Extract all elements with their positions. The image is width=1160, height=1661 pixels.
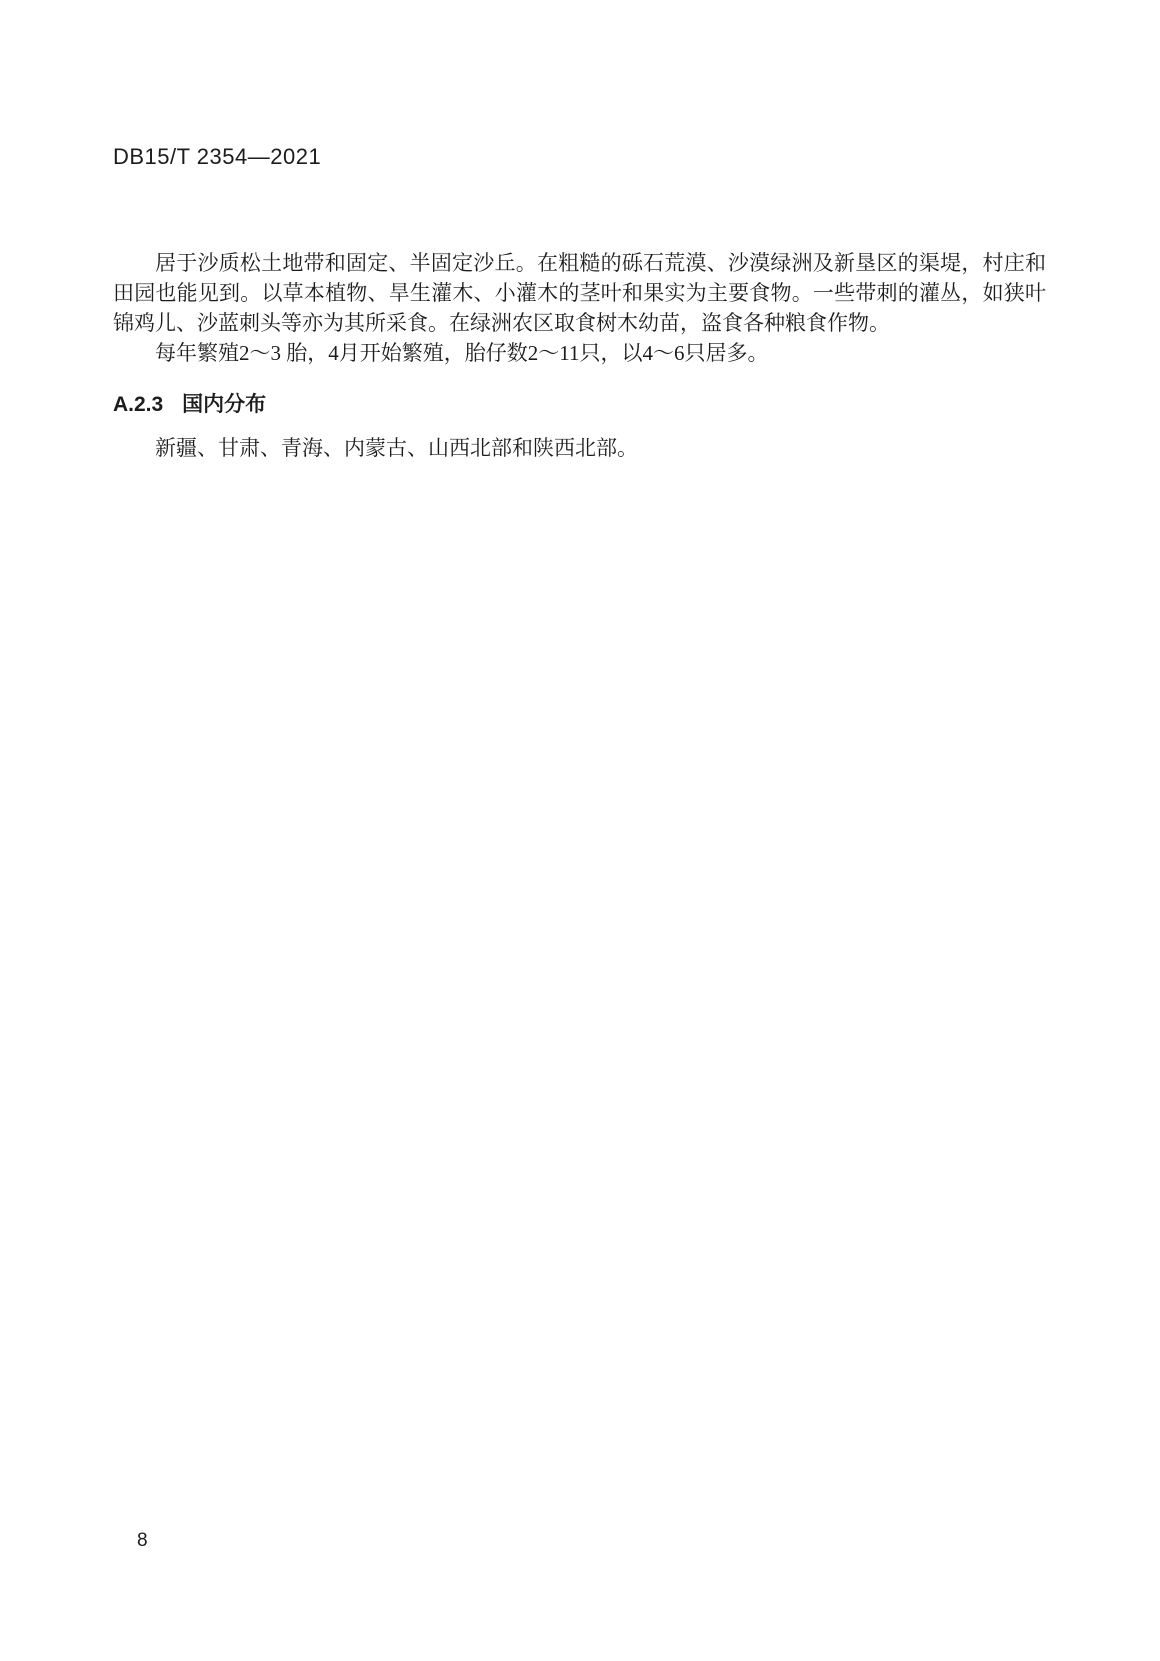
paragraph-breeding: 每年繁殖2～3 胎，4月开始繁殖，胎仔数2～11只，以4～6只居多。 xyxy=(155,341,769,365)
document-body xyxy=(113,248,1046,463)
paragraph-habitat: 居于沙质松土地带和固定、半固定沙丘。在粗糙的砾石荒漠、沙漠绿洲及新垦区的渠堤，村庄和田园也能见到。以草本植物、旱生灌木、小灌木的茎叶和果实为主要食物。一些带刺的灌丛，如狭叶锦鸡儿、沙蓝刺头等亦为其所采食。在绿洲农区取食树木幼苗，盗食各种粮食作物。 xyxy=(113,251,1046,335)
paragraph-distribution: 新疆、甘肃、青海、内蒙古、山西北部和陕西北部。 xyxy=(155,436,638,460)
section-title: 国内分布 xyxy=(182,393,267,416)
document-footer xyxy=(137,1530,148,1552)
document-header xyxy=(113,144,321,170)
doc-number: DB15/T 2354—2021 xyxy=(113,144,322,169)
page-number: 8 xyxy=(137,1530,148,1551)
section-heading xyxy=(113,390,1046,420)
section-number: A.2.3 xyxy=(113,393,164,416)
